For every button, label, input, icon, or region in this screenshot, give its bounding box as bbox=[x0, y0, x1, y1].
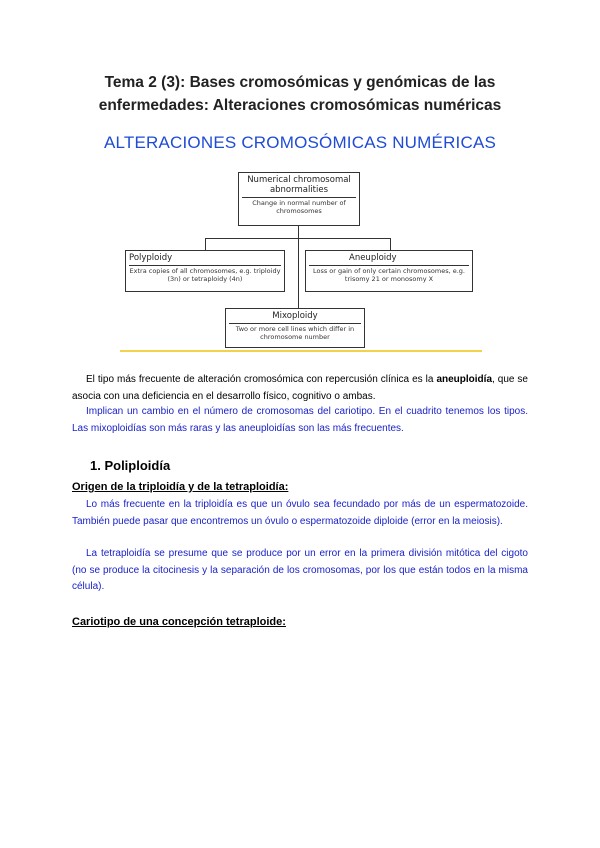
diagram-aneuploidy-title: Aneuploidy bbox=[349, 253, 397, 263]
divider-line bbox=[120, 350, 482, 352]
diagram-box-aneuploidy bbox=[305, 250, 473, 292]
diagram-polyploidy-desc: Extra copies of all chromosomes, e.g. triploidy (3n) or tetraploidy (4n) bbox=[129, 267, 281, 283]
diagram-root-desc: Change in normal number of chromosomes bbox=[252, 199, 346, 215]
diagram-aneuploidy-desc: Loss or gain of only certain chromosomes, e.g. trisomy 21 or monosomy X bbox=[312, 267, 466, 283]
intro-paragraph-1 bbox=[72, 372, 528, 405]
document-title-line1: Tema 2 (3): Bases cromosómicas y genómicas de las bbox=[104, 74, 496, 91]
diagram-mixoploidy-title: Mixoploidy bbox=[272, 311, 318, 321]
subheading-karyotype: Cariotipo de una concepción tetraploide: bbox=[72, 616, 286, 628]
section-1-heading: 1. Poliploidía bbox=[90, 458, 171, 473]
intro-text-a: El tipo más frecuente de alteración cromosómica con repercusión clínica es la bbox=[86, 374, 437, 385]
document-title-line2: enfermedades: Alteraciones cromosómicas numéricas bbox=[98, 97, 502, 114]
subheading-origin: Origen de la triploidía y de la tetraploidía: bbox=[72, 481, 289, 493]
diagram-box-root bbox=[238, 172, 360, 226]
diagram-mixoploidy-desc: Two or more cell lines which differ in chromosome number bbox=[235, 325, 355, 341]
intro-paragraph-2: Implican un cambio en el número de cromosomas del cariotipo. En el cuadrito tenemos los tipos. Las mixoploidías son más raras y las aneuploidías son las más frecuentes. bbox=[72, 406, 528, 434]
section-1-paragraph-1: Lo más frecuente en la triploidía es que un óvulo sea fecundado por más de un espermatozoide. También puede pasar que encontremos un óvulo o espermatozoide diploide (error en la meiosis). bbox=[72, 499, 528, 527]
diagram-polyploidy-title: Polyploidy bbox=[129, 253, 173, 263]
chromosomal-abnormalities-diagram bbox=[120, 168, 490, 358]
section-1-paragraph-2: La tetraploidía se presume que se produce por un error en la primera división mitótica del cigoto (no se produce la citocinesis y la separación de los cromosomas, por los que están todos en la misma célula). bbox=[72, 548, 528, 592]
intro-text-bold: aneuploidía bbox=[436, 374, 492, 385]
diagram-root-title: Numerical chromosomal abnormalities bbox=[247, 175, 351, 195]
section-heading: ALTERACIONES CROMOSÓMICAS NUMÉRICAS bbox=[103, 133, 497, 152]
diagram-box-mixoploidy bbox=[225, 308, 365, 348]
intro-text-b: , que se asocia con una deficiencia en el desarrollo físico, cognitivo o ambas. bbox=[72, 374, 528, 402]
diagram-box-polyploidy bbox=[125, 250, 285, 292]
